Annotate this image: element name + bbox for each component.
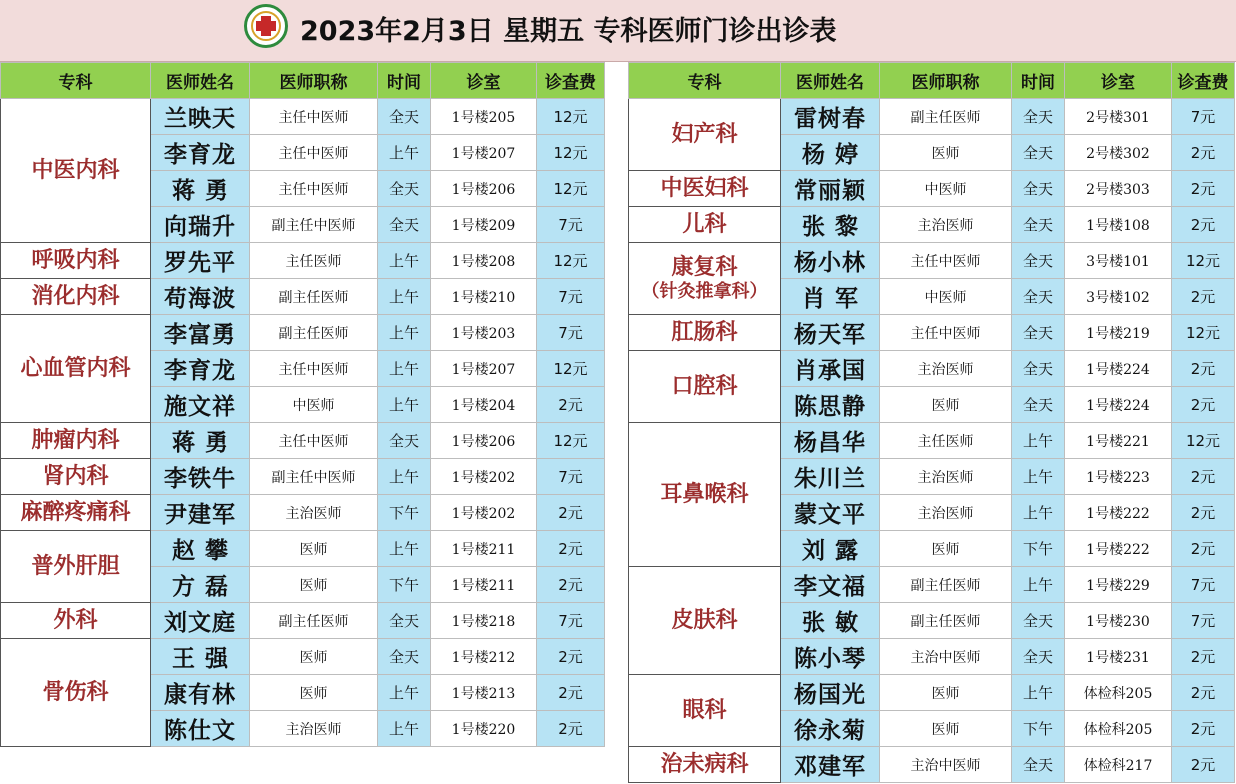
doctor-rank: 副主任医师 xyxy=(880,99,1012,135)
consult-fee: 7元 xyxy=(1172,567,1235,603)
dept-name: 眼科 xyxy=(682,697,727,723)
table-row xyxy=(1,279,605,315)
doctor-rank: 主任中医师 xyxy=(250,135,378,171)
right-schedule-table xyxy=(628,62,1235,783)
doctor-name: 兰映天 xyxy=(151,99,250,135)
consult-fee: 2元 xyxy=(537,675,605,711)
consult-fee: 12元 xyxy=(537,135,605,171)
doctor-name: 肖承国 xyxy=(781,351,880,387)
header-row xyxy=(1,63,605,99)
doctor-name: 蒋勇 xyxy=(151,423,250,459)
dept-name: 心血管内科 xyxy=(20,355,131,381)
doctor-rank: 副主任中医师 xyxy=(250,207,378,243)
dept-cell xyxy=(1,423,151,459)
clinic-time: 全天 xyxy=(1012,279,1065,315)
dept-cell xyxy=(1,495,151,531)
table-row xyxy=(1,243,605,279)
dept-name: 中医内科 xyxy=(31,157,120,183)
doctor-rank: 副主任中医师 xyxy=(250,459,378,495)
doctor-name: 杨昌华 xyxy=(781,423,880,459)
doctor-rank: 主任医师 xyxy=(880,423,1012,459)
consult-fee: 2元 xyxy=(1172,459,1235,495)
clinic-time: 上午 xyxy=(1012,675,1065,711)
clinic-room: 1号楼208 xyxy=(431,243,537,279)
consult-fee: 7元 xyxy=(1172,99,1235,135)
doctor-name: 蒙文平 xyxy=(781,495,880,531)
doctor-rank: 主治中医师 xyxy=(880,639,1012,675)
consult-fee: 2元 xyxy=(537,567,605,603)
dept-name: 中医妇科 xyxy=(660,175,749,201)
clinic-room: 2号楼302 xyxy=(1065,135,1172,171)
doctor-name: 邓建军 xyxy=(781,747,880,783)
table-row xyxy=(629,315,1235,351)
doctor-rank: 医师 xyxy=(880,387,1012,423)
table-row xyxy=(629,567,1235,603)
consult-fee: 12元 xyxy=(537,171,605,207)
logo-cross-horizontal xyxy=(256,21,276,31)
table-row xyxy=(629,99,1235,135)
clinic-room: 1号楼229 xyxy=(1065,567,1172,603)
clinic-time: 下午 xyxy=(378,495,431,531)
consult-fee: 2元 xyxy=(537,495,605,531)
dept-name: 治未病科 xyxy=(660,751,749,777)
dept-name: 麻醉疼痛科 xyxy=(20,499,131,525)
col-header-time: 时间 xyxy=(1012,63,1065,99)
doctor-name: 张黎 xyxy=(781,207,880,243)
clinic-room: 3号楼101 xyxy=(1065,243,1172,279)
page-title: 2023年2月3日 星期五 专科医师门诊出诊表 xyxy=(300,16,837,47)
consult-fee: 7元 xyxy=(537,603,605,639)
col-header-dept: 专科 xyxy=(1,63,151,99)
clinic-room: 1号楼202 xyxy=(431,495,537,531)
clinic-room: 1号楼221 xyxy=(1065,423,1172,459)
doctor-rank: 医师 xyxy=(880,675,1012,711)
doctor-name: 陈思静 xyxy=(781,387,880,423)
table-row xyxy=(1,99,605,135)
clinic-room: 1号楼203 xyxy=(431,315,537,351)
col-header-fee: 诊查费 xyxy=(1172,63,1235,99)
doctor-rank: 副主任医师 xyxy=(250,279,378,315)
hospital-logo xyxy=(244,4,288,48)
clinic-room: 1号楼206 xyxy=(431,423,537,459)
dept-name: 妇产科 xyxy=(671,121,738,147)
doctor-name: 李铁牛 xyxy=(151,459,250,495)
doctor-rank: 副主任医师 xyxy=(880,603,1012,639)
dept-cell xyxy=(1,99,151,243)
dept-name: 皮肤科 xyxy=(671,607,738,633)
consult-fee: 2元 xyxy=(537,531,605,567)
dept-name: 肿瘤内科 xyxy=(31,427,120,453)
doctor-name: 杨天军 xyxy=(781,315,880,351)
doctor-rank: 主任中医师 xyxy=(250,171,378,207)
doctor-rank: 医师 xyxy=(250,531,378,567)
page-header xyxy=(0,0,1236,62)
consult-fee: 7元 xyxy=(537,279,605,315)
doctor-name: 张敏 xyxy=(781,603,880,639)
clinic-time: 全天 xyxy=(1012,747,1065,783)
dept-name: 消化内科 xyxy=(31,283,120,309)
table-row xyxy=(629,171,1235,207)
clinic-time: 全天 xyxy=(378,99,431,135)
clinic-room: 1号楼210 xyxy=(431,279,537,315)
consult-fee: 2元 xyxy=(1172,639,1235,675)
doctor-rank: 主任中医师 xyxy=(250,351,378,387)
doctor-rank: 医师 xyxy=(250,639,378,675)
clinic-time: 上午 xyxy=(378,135,431,171)
clinic-time: 全天 xyxy=(1012,135,1065,171)
doctor-name: 向瑞升 xyxy=(151,207,250,243)
clinic-time: 全天 xyxy=(1012,603,1065,639)
clinic-room: 1号楼204 xyxy=(431,387,537,423)
clinic-room: 1号楼213 xyxy=(431,675,537,711)
doctor-name: 雷树春 xyxy=(781,99,880,135)
clinic-time: 上午 xyxy=(378,315,431,351)
col-header-rank: 医师职称 xyxy=(250,63,378,99)
doctor-name: 李富勇 xyxy=(151,315,250,351)
clinic-room: 1号楼218 xyxy=(431,603,537,639)
doctor-name: 李育龙 xyxy=(151,351,250,387)
clinic-time: 全天 xyxy=(378,423,431,459)
dept-cell xyxy=(1,531,151,603)
dept-name: 骨伤科 xyxy=(42,679,109,705)
consult-fee: 2元 xyxy=(1172,279,1235,315)
doctor-rank: 中医师 xyxy=(880,279,1012,315)
doctor-name: 杨国光 xyxy=(781,675,880,711)
table-row xyxy=(629,243,1235,279)
consult-fee: 7元 xyxy=(1172,603,1235,639)
dept-cell xyxy=(629,423,781,567)
doctor-rank: 中医师 xyxy=(250,387,378,423)
doctor-name: 苟海波 xyxy=(151,279,250,315)
clinic-time: 上午 xyxy=(1012,567,1065,603)
col-header-room: 诊室 xyxy=(431,63,537,99)
clinic-room: 3号楼102 xyxy=(1065,279,1172,315)
dept-cell xyxy=(1,459,151,495)
clinic-room: 1号楼224 xyxy=(1065,351,1172,387)
consult-fee: 2元 xyxy=(1172,387,1235,423)
dept-name: 外科 xyxy=(53,607,98,633)
dept-cell xyxy=(629,171,781,207)
doctor-name: 肖军 xyxy=(781,279,880,315)
dept-name: 呼吸内科 xyxy=(31,247,120,273)
col-header-room: 诊室 xyxy=(1065,63,1172,99)
consult-fee: 7元 xyxy=(537,459,605,495)
doctor-name: 尹建军 xyxy=(151,495,250,531)
table-row xyxy=(629,351,1235,387)
clinic-time: 全天 xyxy=(378,171,431,207)
clinic-room: 体检科205 xyxy=(1065,675,1172,711)
table-row xyxy=(1,459,605,495)
clinic-time: 全天 xyxy=(378,207,431,243)
header-row xyxy=(629,63,1235,99)
doctor-name: 蒋勇 xyxy=(151,171,250,207)
clinic-room: 1号楼211 xyxy=(431,531,537,567)
clinic-time: 全天 xyxy=(378,639,431,675)
clinic-time: 上午 xyxy=(1012,423,1065,459)
doctor-name: 陈仕文 xyxy=(151,711,250,747)
doctor-rank: 主治医师 xyxy=(880,351,1012,387)
clinic-room: 1号楼230 xyxy=(1065,603,1172,639)
doctor-rank: 主任医师 xyxy=(250,243,378,279)
dept-name: 儿科 xyxy=(682,211,727,237)
clinic-time: 下午 xyxy=(1012,711,1065,747)
table-row xyxy=(1,315,605,351)
dept-name: 肾内科 xyxy=(42,463,109,489)
col-header-fee: 诊查费 xyxy=(537,63,605,99)
clinic-room: 1号楼206 xyxy=(431,171,537,207)
consult-fee: 2元 xyxy=(1172,531,1235,567)
consult-fee: 12元 xyxy=(1172,315,1235,351)
col-header-rank: 医师职称 xyxy=(880,63,1012,99)
doctor-rank: 中医师 xyxy=(880,171,1012,207)
doctor-name: 朱川兰 xyxy=(781,459,880,495)
clinic-time: 上午 xyxy=(378,351,431,387)
clinic-room: 1号楼231 xyxy=(1065,639,1172,675)
doctor-name: 王强 xyxy=(151,639,250,675)
dept-cell xyxy=(629,315,781,351)
doctor-name: 杨小林 xyxy=(781,243,880,279)
table-row xyxy=(1,531,605,567)
consult-fee: 12元 xyxy=(537,99,605,135)
clinic-room: 2号楼301 xyxy=(1065,99,1172,135)
clinic-room: 1号楼207 xyxy=(431,135,537,171)
dept-cell xyxy=(629,747,781,783)
clinic-room: 1号楼219 xyxy=(1065,315,1172,351)
dept-cell xyxy=(1,603,151,639)
doctor-rank: 主任中医师 xyxy=(880,243,1012,279)
clinic-time: 全天 xyxy=(1012,387,1065,423)
dept-name: 康复科 xyxy=(671,254,738,280)
doctor-name: 陈小琴 xyxy=(781,639,880,675)
dept-name: 耳鼻喉科 xyxy=(660,481,749,507)
clinic-time: 上午 xyxy=(1012,459,1065,495)
table-row xyxy=(629,747,1235,783)
clinic-time: 上午 xyxy=(378,531,431,567)
dept-name: 普外肝胆 xyxy=(31,553,120,579)
clinic-room: 1号楼222 xyxy=(1065,495,1172,531)
table-row xyxy=(1,495,605,531)
dept-cell xyxy=(629,99,781,171)
consult-fee: 7元 xyxy=(537,315,605,351)
consult-fee: 2元 xyxy=(1172,495,1235,531)
consult-fee: 12元 xyxy=(537,351,605,387)
dept-cell xyxy=(1,639,151,747)
doctor-rank: 主任中医师 xyxy=(250,423,378,459)
consult-fee: 2元 xyxy=(537,711,605,747)
dept-cell xyxy=(1,243,151,279)
clinic-time: 全天 xyxy=(1012,639,1065,675)
clinic-room: 1号楼209 xyxy=(431,207,537,243)
dept-cell xyxy=(629,567,781,675)
dept-cell xyxy=(629,207,781,243)
clinic-room: 1号楼205 xyxy=(431,99,537,135)
clinic-time: 全天 xyxy=(1012,315,1065,351)
doctor-rank: 医师 xyxy=(880,531,1012,567)
doctor-rank: 医师 xyxy=(880,711,1012,747)
table-row xyxy=(629,207,1235,243)
clinic-room: 1号楼211 xyxy=(431,567,537,603)
consult-fee: 12元 xyxy=(537,423,605,459)
doctor-rank: 副主任医师 xyxy=(250,603,378,639)
clinic-time: 全天 xyxy=(1012,351,1065,387)
clinic-room: 1号楼202 xyxy=(431,459,537,495)
table-row xyxy=(1,639,605,675)
dept-cell xyxy=(1,279,151,315)
doctor-name: 刘露 xyxy=(781,531,880,567)
clinic-time: 全天 xyxy=(1012,243,1065,279)
clinic-time: 全天 xyxy=(1012,207,1065,243)
doctor-rank: 主治医师 xyxy=(880,459,1012,495)
doctor-rank: 副主任医师 xyxy=(250,315,378,351)
doctor-rank: 医师 xyxy=(250,675,378,711)
doctor-name: 刘文庭 xyxy=(151,603,250,639)
doctor-name: 杨婷 xyxy=(781,135,880,171)
table-row xyxy=(1,603,605,639)
clinic-time: 全天 xyxy=(1012,99,1065,135)
consult-fee: 2元 xyxy=(537,387,605,423)
table-row xyxy=(629,423,1235,459)
doctor-rank: 医师 xyxy=(880,135,1012,171)
doctor-name: 李文福 xyxy=(781,567,880,603)
doctor-name: 李育龙 xyxy=(151,135,250,171)
doctor-rank: 主治中医师 xyxy=(880,747,1012,783)
doctor-name: 康有林 xyxy=(151,675,250,711)
clinic-room: 体检科205 xyxy=(1065,711,1172,747)
left-schedule-table xyxy=(0,62,605,747)
clinic-time: 下午 xyxy=(378,567,431,603)
clinic-time: 下午 xyxy=(1012,531,1065,567)
col-header-dept: 专科 xyxy=(629,63,781,99)
doctor-rank: 主任中医师 xyxy=(250,99,378,135)
dept-cell xyxy=(629,243,781,315)
col-header-doctor: 医师姓名 xyxy=(151,63,250,99)
consult-fee: 2元 xyxy=(1172,675,1235,711)
dept-cell xyxy=(1,315,151,423)
doctor-rank: 副主任医师 xyxy=(880,567,1012,603)
clinic-room: 1号楼212 xyxy=(431,639,537,675)
consult-fee: 12元 xyxy=(1172,243,1235,279)
dept-cell xyxy=(629,675,781,747)
doctor-name: 方磊 xyxy=(151,567,250,603)
clinic-room: 2号楼303 xyxy=(1065,171,1172,207)
clinic-time: 上午 xyxy=(378,243,431,279)
col-header-doctor: 医师姓名 xyxy=(781,63,880,99)
consult-fee: 2元 xyxy=(537,639,605,675)
clinic-time: 上午 xyxy=(1012,495,1065,531)
doctor-rank: 主治医师 xyxy=(250,711,378,747)
dept-name: 口腔科 xyxy=(671,373,738,399)
clinic-room: 1号楼207 xyxy=(431,351,537,387)
consult-fee: 2元 xyxy=(1172,747,1235,783)
doctor-name: 常丽颖 xyxy=(781,171,880,207)
clinic-room: 1号楼224 xyxy=(1065,387,1172,423)
clinic-time: 全天 xyxy=(1012,171,1065,207)
clinic-room: 1号楼222 xyxy=(1065,531,1172,567)
clinic-room: 1号楼108 xyxy=(1065,207,1172,243)
table-row xyxy=(629,675,1235,711)
col-header-time: 时间 xyxy=(378,63,431,99)
clinic-room: 1号楼220 xyxy=(431,711,537,747)
doctor-name: 赵攀 xyxy=(151,531,250,567)
table-row xyxy=(1,423,605,459)
consult-fee: 2元 xyxy=(1172,207,1235,243)
doctor-name: 徐永菊 xyxy=(781,711,880,747)
doctor-rank: 医师 xyxy=(250,567,378,603)
clinic-time: 全天 xyxy=(378,603,431,639)
dept-cell xyxy=(629,351,781,423)
consult-fee: 2元 xyxy=(1172,351,1235,387)
clinic-time: 上午 xyxy=(378,675,431,711)
doctor-rank: 主治医师 xyxy=(250,495,378,531)
doctor-name: 罗先平 xyxy=(151,243,250,279)
doctor-rank: 主治医师 xyxy=(880,207,1012,243)
consult-fee: 2元 xyxy=(1172,711,1235,747)
doctor-rank: 主治医师 xyxy=(880,495,1012,531)
consult-fee: 12元 xyxy=(1172,423,1235,459)
dept-subname: （针灸推拿科） xyxy=(641,280,768,302)
clinic-time: 上午 xyxy=(378,279,431,315)
consult-fee: 7元 xyxy=(537,207,605,243)
clinic-time: 上午 xyxy=(378,387,431,423)
clinic-time: 上午 xyxy=(378,711,431,747)
doctor-name: 施文祥 xyxy=(151,387,250,423)
clinic-time: 上午 xyxy=(378,459,431,495)
dept-name: 肛肠科 xyxy=(671,319,738,345)
clinic-room: 1号楼223 xyxy=(1065,459,1172,495)
clinic-room: 体检科217 xyxy=(1065,747,1172,783)
consult-fee: 2元 xyxy=(1172,171,1235,207)
doctor-rank: 主任中医师 xyxy=(880,315,1012,351)
consult-fee: 2元 xyxy=(1172,135,1235,171)
consult-fee: 12元 xyxy=(537,243,605,279)
